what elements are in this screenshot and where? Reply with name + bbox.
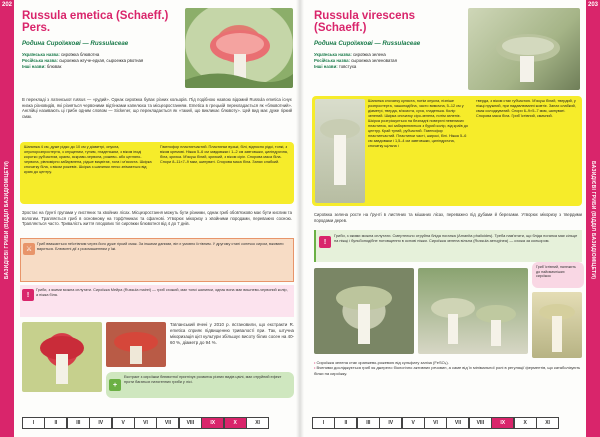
right-description-box xyxy=(312,96,582,206)
right-page xyxy=(300,0,600,437)
month-tab[interactable]: II xyxy=(334,417,357,429)
month-tab[interactable]: II xyxy=(44,417,67,429)
right-habitat: Сироїжка зелена росте на ґрунті в листяних та мішаних лісах, переважно під дубами й березами. Утворює мікоризу з твердими породами дерев. xyxy=(314,212,582,223)
month-tab-active[interactable]: IX xyxy=(201,417,224,429)
fork-knife-icon: ⚔ xyxy=(23,243,35,255)
russula-virescens-photo xyxy=(468,8,580,90)
list-item: • Вченими досліджується гриб як джерело біологічно активних речовин, а саме від їх мінімальної ролі в регуляції ферментів, що катаболізують білки на сироїжку. xyxy=(314,365,582,376)
plus-icon: + xyxy=(109,379,121,391)
right-confusion-box: ! Гриби, з якими можна сплутати. Смертельно отруйна бліда поганка (Amanita phalloides). Треба пам'ятати, що бліда поганка має кільце на ніжці і бульбоподібне потовщення в основі ніжки. Сироїжка зелена вільна (Russula aeruginea) — схожа за кольором. xyxy=(314,230,582,262)
month-tab[interactable]: I xyxy=(312,417,335,429)
list-item: • Сироїжка зелена стає оранжево-рожевою від сульфату заліза (FeSO₄). xyxy=(314,360,582,365)
month-tab[interactable]: V xyxy=(112,417,135,429)
right-family: Родина Сироїжкові — Russulaceae xyxy=(314,40,421,47)
left-description-box xyxy=(20,142,294,204)
right-month-nav xyxy=(312,417,558,429)
russula-emetica-photo xyxy=(185,8,293,88)
mushroom-detail-photo xyxy=(106,322,166,367)
warning-icon: ! xyxy=(22,289,34,301)
right-title: Russula virescens (Schaeff.) xyxy=(314,10,416,34)
right-desc-col2: тверда, з віком стає губчастою. М'якуш білий, твердий, у ніжці пружний, при надавлюванні жовтіє. Запах слабкий, смак солодкуватий. Спори 6–9×5–7 мкм, шипуваті. Спорова маса біла. Гриб їстівний, смачний. xyxy=(476,99,576,118)
month-tab[interactable]: VII xyxy=(446,417,469,429)
month-tab[interactable]: XI xyxy=(246,417,269,429)
edible-callout: Гриб їстівний, належить до найсмачніших сироїжок xyxy=(532,262,584,288)
month-tab[interactable]: VIII xyxy=(469,417,492,429)
right-side-label: БАЗИДІЄВІ ГРИБИ (ВІДДІЛ БАЗИДІОМІЦЕТИ) xyxy=(590,160,596,280)
month-tab[interactable]: I xyxy=(22,417,45,429)
mushroom-group-photo xyxy=(418,268,528,354)
right-desc-col1: Шапинка спочатку куляста, потім опукла, пізніше розпростерта, чашоподібна, часто вимочна, 5–12 см у діаметрі, тверда, м'ясиста, суха, гладенька. Колір зелений. Шкірка спочатку сіро-зелена, потім зеленіє. Шкірка розтріскується на безладні поверхні невеликих пластинок, які забарвлюються з бурий колір, від країв до центру. Край тупий, рубчастий. Гіменофор пластинчастий. Пластинки часті, широкі, білі. Ніжка 5–6 см завдовжки і 1,5–4 см завтовшки, циліндрична, спочатку щільна і xyxy=(368,99,469,148)
mushroom-cross-section-photo xyxy=(315,99,365,203)
month-tab[interactable]: VI xyxy=(134,417,157,429)
month-tab[interactable]: X xyxy=(514,417,537,429)
month-tab[interactable]: VII xyxy=(156,417,179,429)
left-confusion-box: ! Гриби, з якими можна сплутати. Сироїжка Мейра (Russula mairei) — гриб схожий, має тонкі шапинки, однак вона має вишнево-червоний колір, а ніжка біла. xyxy=(20,285,294,317)
right-page-number: 203 xyxy=(587,2,598,8)
left-desc-col2: Гіменофор пластинчастий. Пластинки вузькі, білі, відносно рідкі, тонкі, з віком кремові. Ніжка 5–6 см завдовжки і 1–2 см завтовшки, циліндрична, біла, крихка. М'якуш білий, крихкий, з віком сіріє. Спорова маса біла. Спори 8–11×7–9 мкм, шипуваті. Спорова маса біла. Запах слабкий. xyxy=(160,145,288,164)
left-warning-box: ⚔ Гриб вважається неїстівним через його дуже гіркий смак. За іншими даними, він є умовно їстівним. У другому стані сонечко сиром, вживати вариться. Блювотні дії з розсмашенням у їжі. xyxy=(20,238,294,282)
month-tab-active[interactable]: X xyxy=(224,417,247,429)
left-research-box: + Екстракт з сироїжки блювотної пригнічує розвиток різних видів цвілі, має отруйний ефект проти багатьох патогенних гриби у лісі. xyxy=(106,372,294,398)
month-tab[interactable]: XI xyxy=(536,417,559,429)
left-title: Russula emetica (Schaeff.) Pers. xyxy=(22,10,169,34)
month-tab[interactable]: III xyxy=(357,417,380,429)
amanita-photo xyxy=(314,268,414,354)
warning-icon: ! xyxy=(319,236,331,248)
right-facts-list xyxy=(314,360,582,376)
left-desc-col1: Шапинка 4 см, дуже рідко до 10 см у діаметрі, опукла, опуклорозпростерта, з опущеним, тупим, гладеньким, з віком іноді коротко рубчастим, краєм, яскраво-червона, рожево- або цегляно-червона, рівномірно забарвлена, рідше вицвітає, гола і м'ясиста. Шкірка спочатку біла, з віком рожевіє. Шкірка з шапинки легко знімається від краю до центру. xyxy=(24,145,152,174)
mushroom-side-photo xyxy=(532,292,582,358)
right-names: Українська назва: сироїжка зелена Російська назва: сыроежка зеленоватая Інші назви: товстуха xyxy=(314,52,397,69)
left-page-number: 202 xyxy=(1,2,12,8)
left-names: Українська назва: сироїжка блювотна Російська назва: сыроежка жгуче-едкая, сыроежка рвотная Інші назви: блювак xyxy=(22,52,144,69)
left-habitat: Зростає на ґрунті групами у листяних та хвойних лісах. Місцезростання можуть бути різними, однак гриб обов'язково має бути кислим та вологим. Трапляється гриб в основному на торф'яниках та сфагнові. Утворює мікоризу з хвойними породами, переважно сосною. Трапляється часто. Тривалість життя плодових тіл сироїжки блювотної від 4 до 7 днів. xyxy=(22,210,292,227)
left-side-label: БАЗИДІЄВІ ГРИБИ (ВІДДІЛ БАЗИДІОМІЦЕТИ) xyxy=(4,160,10,280)
left-month-nav xyxy=(22,417,268,429)
left-research-text: Таїланський вчені у 2010 р. встановили, що екстракти R. emetica сприяє підвищенню тривалості при. Так, штучна мікоризація цієї культури збільшує висоту білих сосен на 40-60 %, діаметр до 94 %. xyxy=(170,322,294,345)
month-tab[interactable]: VI xyxy=(424,417,447,429)
month-tab[interactable]: VIII xyxy=(179,417,202,429)
left-family: Родина Сироїжкові — Russulaceae xyxy=(22,40,129,47)
month-tab[interactable]: IV xyxy=(89,417,112,429)
russula-mairei-photo xyxy=(22,322,102,392)
month-tab-active[interactable]: IX xyxy=(491,417,514,429)
month-tab[interactable]: IV xyxy=(379,417,402,429)
month-tab[interactable]: V xyxy=(402,417,425,429)
left-intro: В перекладі з латинської russus — «рудий». Однак сироїжка буває різних кольорів. Під подібною назвою відомий Russula emetica існує низка різновидів, які різняться червоними відтінками капелюха та місцезростанням. Emetica в грецькій перекладається як «блювотний». Англійці називають ці грибн одним словом — Sickener, що перекладається як «такий, що викликає блювоту». Цей вид має дуже гіркий смак. xyxy=(22,97,292,119)
month-tab[interactable]: III xyxy=(67,417,90,429)
